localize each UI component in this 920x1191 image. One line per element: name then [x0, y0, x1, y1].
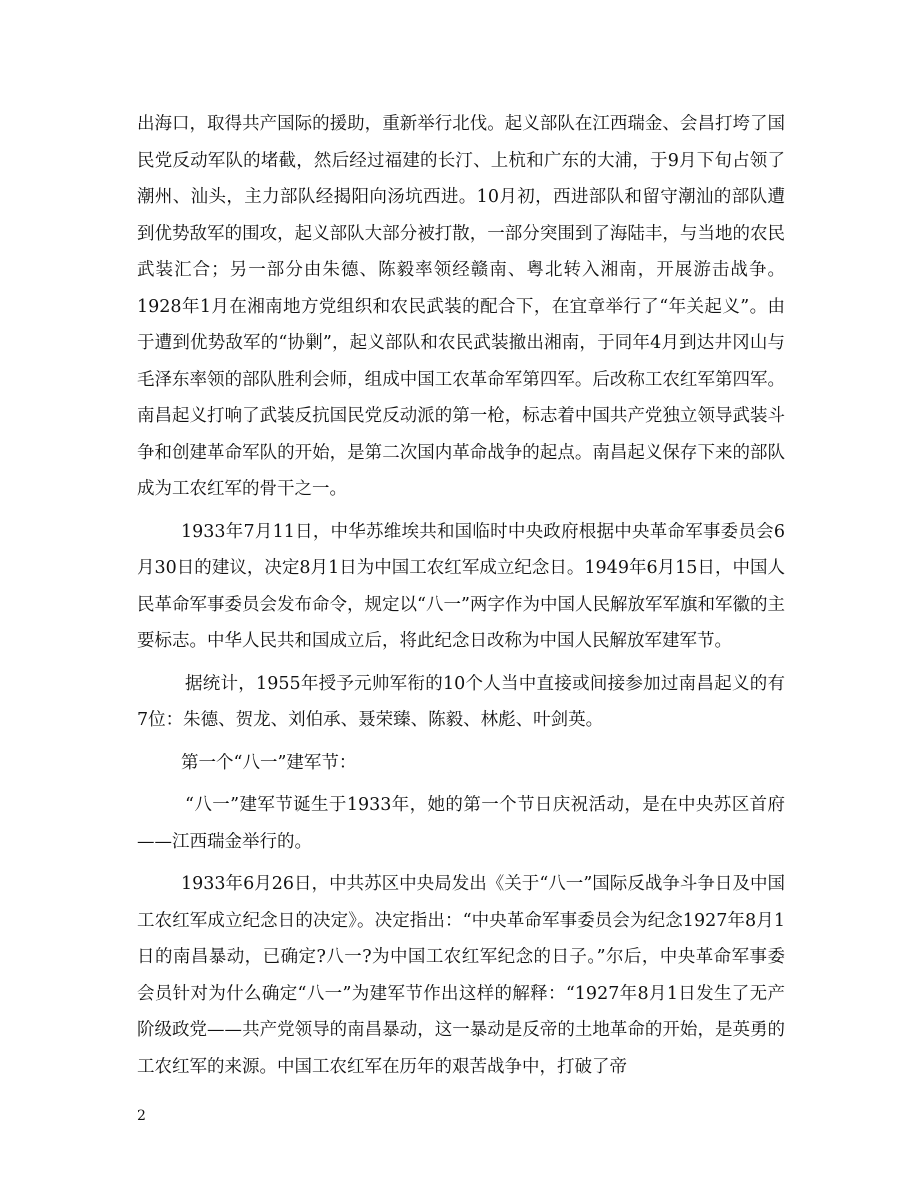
- paragraph-nanchang-uprising-continued: 出海口，取得共产国际的援助，重新举行北伐。起义部队在江西瑞金、会昌打垮了国民党反动军队的堵截，然后经过福建的长汀、上杭和广东的大浦，于9月下旬占领了潮州、汕头，主力部队经揭阳向汤坑西进。10月初，西进部队和留守潮汕的部队遭到优势敌军的围攻，起义部队大部分被打散，一部分突围到了海陆丰，与当地的农民武装汇合；另一部分由朱德、陈毅率领经赣南、粤北转入湘南，开展游击战争。1928年1月在湘南地方党组织和农民武装的配合下，在宜章举行了“年关起义”。由于遭到优势敌军的“协剿”，起义部队和农民武装撤出湘南，于同年4月到达井冈山与毛泽东率领的部队胜利会师，组成中国工农革命军第四军。后改称工农红军第四军。南昌起义打响了武装反抗国民党反动派的第一枪，标志着中国共产党独立领导武装斗争和创建革命军队的开始，是第二次国内革命战争的起点。南昌起义保存下来的部队成为工农红军的骨干之一。: [137, 114, 785, 499]
- paragraph-1933-decision: 1933年6月26日，中共苏区中央局发出《关于“八一”国际反战争斗争日及中国工农红军成立纪念日的决定》。决定指出：“中央革命军事委员会为纪念1927年8月1日的南昌暴动，已确定?八一?为中国工农红军纪念的日子。”尔后，中央革命军事委会员针对为什么确定“八一”为建军节作出这样的解释：“1927年8月1日发生了无产阶级政党——共产党领导的南昌暴动，这一暴动是反帝的土地革命的开始，是英勇的工农红军的来源。中国工农红军在历年的艰苦战争中，打破了帝: [137, 874, 785, 1077]
- page-number: 2: [137, 1108, 146, 1124]
- paragraph-first-army-day-heading: 第一个“八一”建军节：: [181, 752, 357, 773]
- body-text: [137, 106, 785, 1091]
- paragraph-marshals-statistics: 据统计，1955年授予元帅军衔的10个人当中直接或间接参加过南昌起义的有7位：朱德、贺龙、刘伯承、聂荣臻、陈毅、林彪、叶剑英。: [137, 673, 785, 730]
- paragraph-army-day-established: 1933年7月11日，中华苏维埃共和国临时中央政府根据中央革命军事委员会6月30日的建议，决定8月1日为中国工农红军成立纪念日。1949年6月15日，中国人民革命军事委员会发布命令，规定以“八一”两字作为中国人民解放军军旗和军徽的主要标志。中华人民共和国成立后，将此纪念日改称为中国人民解放军建军节。: [137, 521, 785, 651]
- paragraph-first-army-day-origin: “八一”建军节诞生于1933年，她的第一个节日庆祝活动，是在中央苏区首府——江西瑞金举行的。: [137, 795, 785, 852]
